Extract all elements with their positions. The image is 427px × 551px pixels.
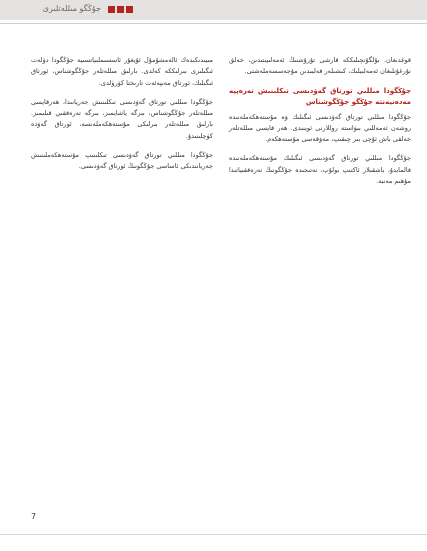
- body-paragraph: مىيىدىكىدەك ئالەمشۇمۇل ئۇيغۇر ئاسسىملىياتسىيە جۇڭگودا دۆلەت ئىگىلىرى بىرلىككە كەلدى. بارلىق مىللەتلەر جۇڭگوشناس، ئورتاق ئىگىلىك، ئورتاق مەنپەئەت تارىختا كۆرۈلدى.: [31, 56, 213, 87]
- header-decoration: [108, 6, 133, 14]
- header-square-icon: [126, 6, 133, 13]
- body-paragraph: جۇڭگودا مىللىي تورتاق گەۋدىسى تىكلىنىپ مۇستەھكەملىنىش جەريانىدىكى ئاساسى جۇڭگونىڭ ئورتاق گەۋدىسى.: [31, 151, 213, 171]
- footer-rule: [0, 534, 427, 535]
- body-paragraph: جۇڭگودا مىللىي تورتاق گەۋدىسى تىكلىنىش جەريانىدا، ھەرقايسى مىللەتلەر جۇڭگوشناس، بىرگە ياشايمىز، بىرگە تەرەققىي قىلىمىز. بارلىق مىللەتلەر بىرلىكى مۇستەھكەملەنسە، ئورتاق گەۋدە كۈچلىنىدۇ.: [31, 97, 213, 140]
- right-column: [229, 55, 411, 195]
- body-paragraph: قوغدىغان. بۇلگۇنچىلىككە قارشى تۇرۇشنىڭ ئەمەلىيىتىدىن، خەلق نۇرغۇنلىغان ئەمەلىيلىك، كىشىلەر قەلبىدىن مۇجەسسەملەشتى.: [229, 56, 411, 76]
- body-paragraph: جۇڭگودا مىللىي تورتاق گەۋدىسى ئىگىلىك مۇستەھكەملەنىدە قالمايدۇ، باشقىلار ئاكتىپ بولۇپ، نەتىجىدە جۇڭگونىڭ تەرەققىياتىدا مۇھىم مەنبە.: [229, 154, 411, 186]
- header-square-icon: [117, 6, 124, 13]
- header-rule: [0, 23, 427, 24]
- page-number: 7: [31, 512, 37, 521]
- body-paragraph: جۇڭگودا مىللىي تورتاق گەۋدىسى ئىگىلىك ۋە مۇستەھكەملەنىدە روشەن ئەمەللىي بىۋاستە روللارنى ئوينىدى. ھەر قايسى مىللەتلەر خەلقى باش ئۇچى بىر چىقىپ، مەۋقەسى مۇستەھكەم.: [229, 112, 411, 144]
- header-square-icon: [108, 6, 115, 13]
- running-header-title: جۇڭگو مىللەتلىرى: [42, 4, 101, 13]
- section-heading: جۇڭگودا مىللىي تورتاق گەۋدىسى تىكلىنىش تەرەپپە مەدەنيەتتە جۇڭگو جۇڭگوشناس: [229, 86, 411, 106]
- left-column: [31, 55, 213, 181]
